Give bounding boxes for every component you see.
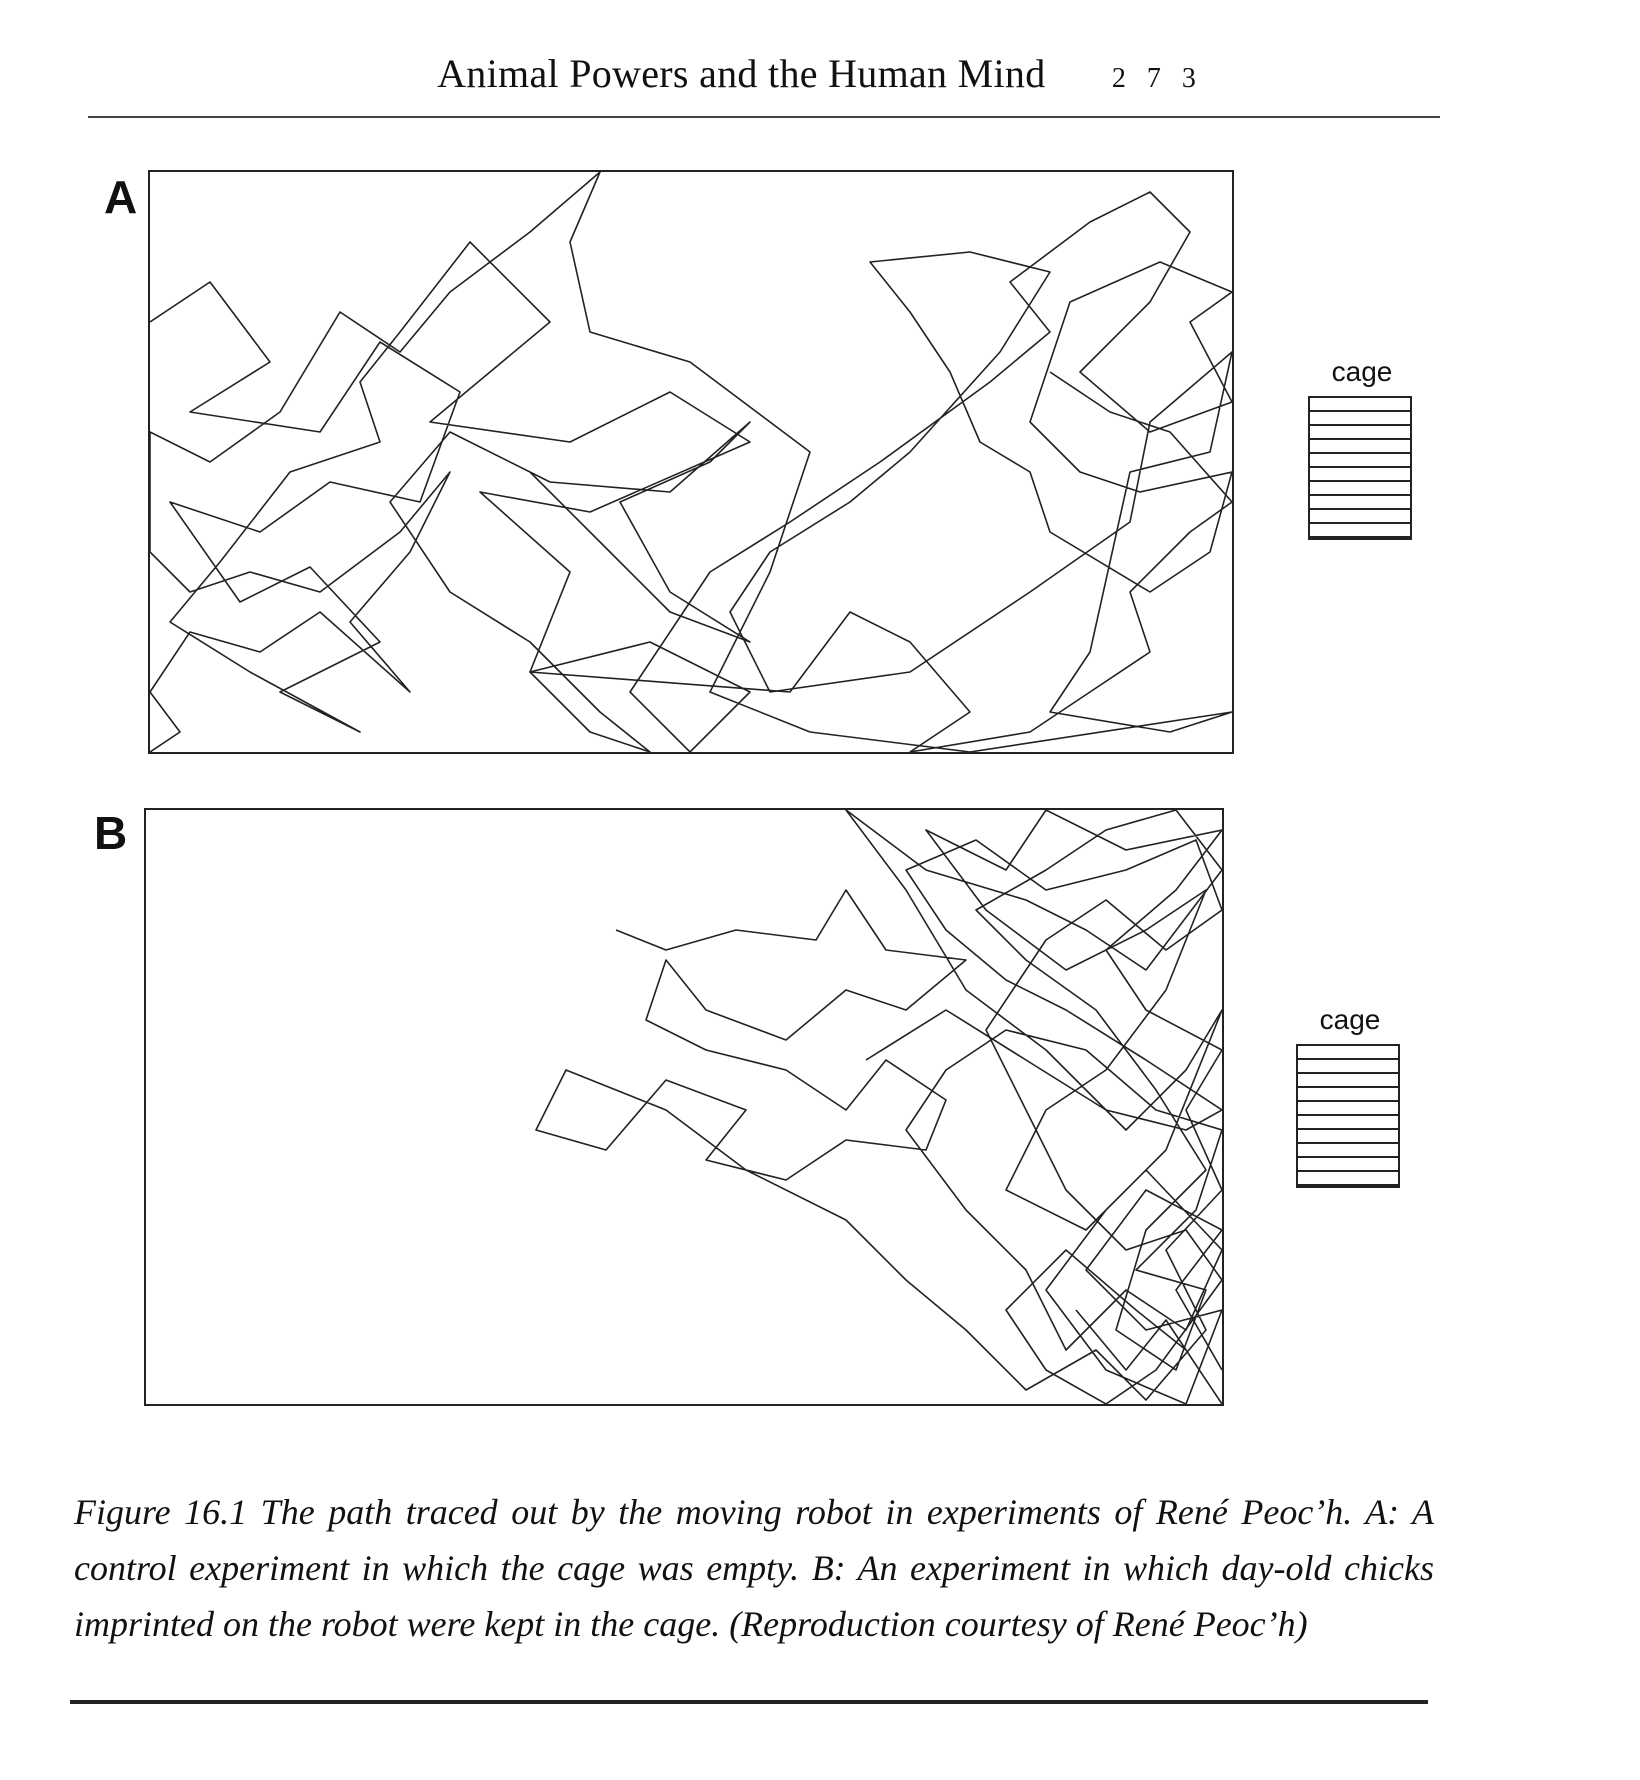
running-head-title: Animal Powers and the Human Mind	[437, 51, 1046, 96]
panel-a-cage-label: cage	[1331, 356, 1393, 387]
panel-a-cage-box	[1308, 396, 1412, 540]
panel-a-arena	[148, 170, 1234, 754]
panel-b-cage-box	[1296, 1044, 1400, 1188]
panel-b-cage-label: cage	[1319, 1004, 1381, 1035]
panel-a-label: A	[104, 171, 138, 223]
panel-a-robot-path	[150, 172, 1232, 752]
header-rule	[88, 116, 1440, 118]
panel-b-label: B	[94, 807, 128, 859]
page-number: 2 7 3	[1111, 63, 1203, 94]
panel-a-robot-path-segment	[390, 372, 1232, 752]
panel-a-path-plot	[150, 172, 1232, 752]
figure-caption: Figure 16.1 The path traced out by the moving robot in experiments of René Peoc’h. A: A control experiment in which the cage was empty. B: An experiment in which day-old chicks imprinted on the robot were kept in the cage. (Reproduction courtesy of René Peoc’h)	[74, 1492, 1434, 1644]
panel-b-cage	[1296, 1004, 1404, 1188]
panel-b-robot-path-segment	[866, 840, 1222, 1404]
running-head	[0, 50, 1640, 97]
panel-a-cage	[1308, 356, 1416, 540]
panel-b-arena	[144, 808, 1224, 1406]
panel-b-robot-path	[536, 810, 1222, 1404]
panel-b-path-plot	[146, 810, 1222, 1404]
caption-rule	[70, 1700, 1428, 1704]
